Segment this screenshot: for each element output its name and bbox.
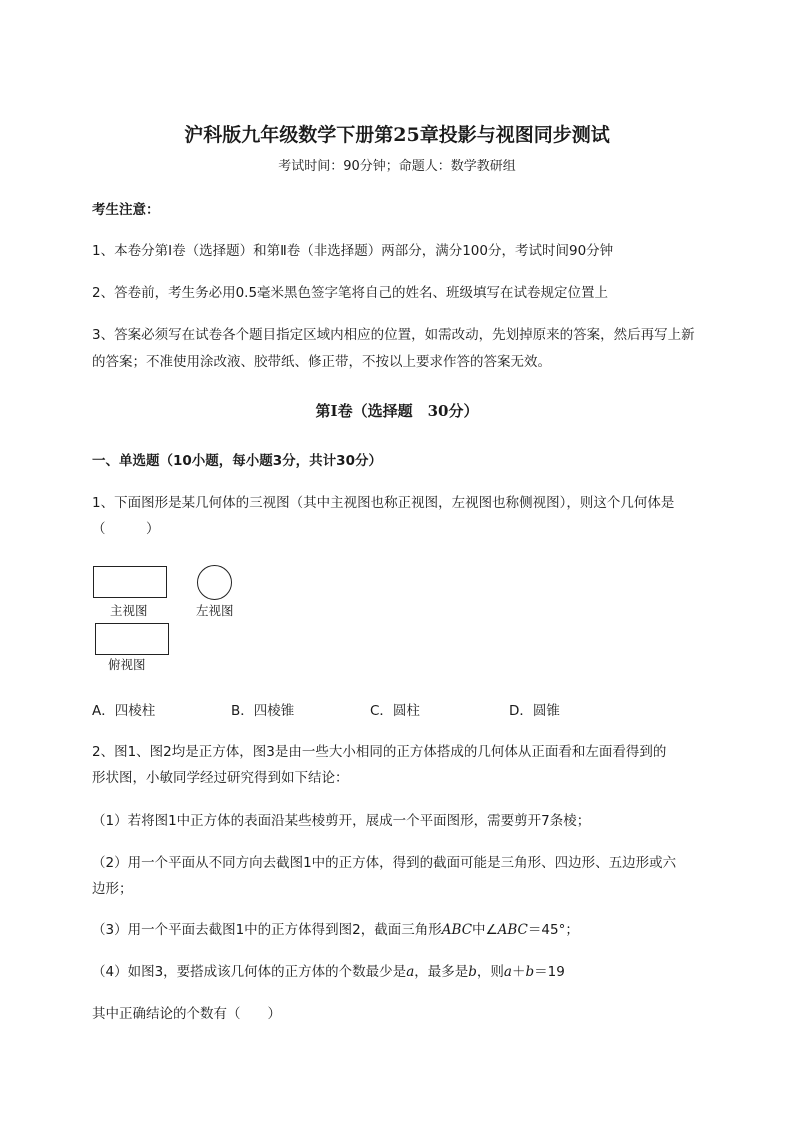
q2-text-line2: 形状图，小敏同学经过研究得到如下结论：: [92, 770, 349, 786]
q2-c4-var-b2: b: [525, 964, 535, 980]
left-view-label: 左视图: [196, 603, 234, 618]
exam-title: 沪科版九年级数学下册第25章投影与视图同步测试: [184, 124, 610, 146]
q2-c4-mid: ，最多是: [414, 964, 469, 980]
q2-conclusion-3: [92, 920, 579, 940]
q2-c4-var-b: b: [468, 964, 477, 980]
q2-c4-plus: ＋: [511, 964, 526, 980]
q2-question: 其中正确结论的个数有（ ）: [92, 1006, 281, 1022]
notice-item-3-line2: 的答案；不准使用涂改液、胶带纸、修正带，不按以上要求作答的答案无效。: [92, 354, 551, 370]
q2-c4-var-a: a: [406, 964, 415, 980]
notice-item-1: 1、本卷分第I卷（选择题）和第Ⅱ卷（非选择题）两部分，满分100分，考试时间90分钟: [92, 243, 614, 259]
q2-c3-suffix: ＝45°；: [527, 922, 579, 938]
section-title: 第I卷（选择题 30分）: [315, 402, 479, 420]
q2-c4-var-a2: a: [503, 964, 512, 980]
q1-text-line2: （ ）: [92, 521, 160, 537]
q2-conclusion-4: [92, 962, 565, 982]
front-view-rectangle: [93, 566, 167, 598]
q2-conclusion-2-line1: （2）用一个平面从不同方向去截图1中的正方体，得到的截面可能是三角形、四边形、五边形或六: [92, 855, 677, 871]
q2-c4-mid2: ，则: [476, 964, 504, 980]
q2-conclusion-1: （1）若将图1中正方体的表面沿某些棱剪开，展成一个平面图形，需要剪开7条棱；: [92, 813, 591, 829]
top-view-rectangle: [95, 623, 169, 655]
q2-c3-triangle-abc: ABC: [441, 922, 473, 938]
part-heading: 一、单选题（10小题，每小题3分，共计30分）: [92, 453, 382, 469]
q2-c3-prefix: （3）用一个平面去截图1中的正方体得到图2，截面三角形: [92, 922, 442, 938]
notice-item-2: 2、答卷前，考生务必用0.5毫米黑色签字笔将自己的姓名、班级填写在试卷规定位置上: [92, 285, 609, 301]
notice-heading: 考生注意：: [92, 202, 160, 218]
q2-c3-angle-abc: ABC: [497, 922, 528, 938]
q1-text-line1: 1、下面图形是某几何体的三视图（其中主视图也称正视图，左视图也称侧视图），则这个几何体是: [92, 495, 675, 511]
notice-item-3-line1: 3、答案必须写在试卷各个题目指定区域内相应的位置，如需改动，先划掉原来的答案，然后再写上新: [92, 327, 695, 343]
front-view-label: 主视图: [110, 603, 148, 618]
q2-conclusion-2-line2: 边形；: [92, 881, 133, 897]
q1-option-d[interactable]: D．圆锥: [509, 703, 560, 719]
q1-option-a[interactable]: A．四棱柱: [92, 703, 156, 719]
q1-option-b[interactable]: B．四棱锥: [231, 703, 295, 719]
q2-c3-mid: 中∠: [472, 922, 498, 938]
exam-subtitle: 考试时间：90分钟；命题人：数学教研组: [278, 159, 516, 174]
q2-c4-suffix: ＝19: [534, 964, 565, 980]
top-view-label: 俯视图: [108, 657, 146, 672]
q2-text-line1: 2、图1、图2均是正方体，图3是由一些大小相同的正方体搭成的几何体从正面看和左面看得到的: [92, 744, 667, 760]
left-view-circle: [197, 565, 232, 600]
q1-option-c[interactable]: C．圆柱: [370, 703, 420, 719]
q2-c4-prefix: （4）如图3，要搭成该几何体的正方体的个数最少是: [92, 964, 407, 980]
